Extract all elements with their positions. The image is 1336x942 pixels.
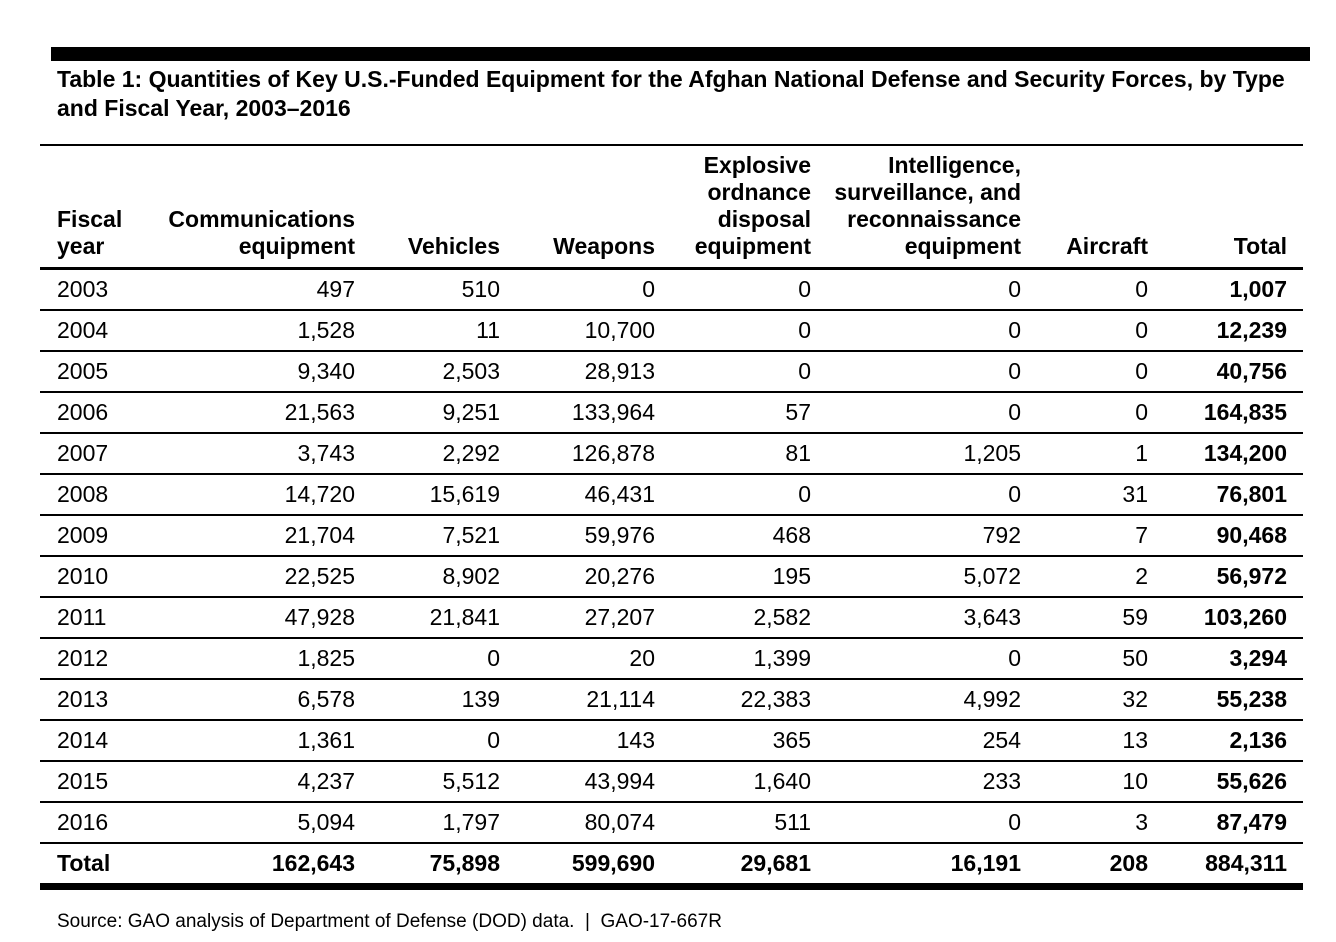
value-cell: 2 [1021, 556, 1148, 597]
value-cell: 1,205 [811, 433, 1021, 474]
fiscal-year-cell: 2008 [40, 474, 125, 515]
value-cell: 0 [811, 638, 1021, 679]
row-total-cell: 90,468 [1148, 515, 1303, 556]
table-body [40, 269, 1303, 844]
value-cell: 22,383 [655, 679, 811, 720]
row-total-cell: 2,136 [1148, 720, 1303, 761]
value-cell: 1,797 [355, 802, 500, 843]
value-cell: 27,207 [500, 597, 655, 638]
value-cell: 0 [811, 392, 1021, 433]
value-cell: 46,431 [500, 474, 655, 515]
table-row [40, 720, 1303, 761]
column-header-total: Total [1148, 145, 1303, 269]
row-total-cell: 164,835 [1148, 392, 1303, 433]
column-header-communications-equipment: Communications equipment [125, 145, 355, 269]
value-cell: 7,521 [355, 515, 500, 556]
value-cell: 1,640 [655, 761, 811, 802]
value-cell: 792 [811, 515, 1021, 556]
column-header-eod-equipment: Explosive ordnance disposal equipment [655, 145, 811, 269]
value-cell: 0 [811, 802, 1021, 843]
value-cell: 0 [1021, 269, 1148, 311]
table-row [40, 269, 1303, 311]
value-cell: 195 [655, 556, 811, 597]
fiscal-year-cell: 2016 [40, 802, 125, 843]
table-row [40, 515, 1303, 556]
row-total-cell: 55,626 [1148, 761, 1303, 802]
value-cell: 1,528 [125, 310, 355, 351]
value-cell: 0 [1021, 392, 1148, 433]
value-cell: 0 [655, 269, 811, 311]
value-cell: 22,525 [125, 556, 355, 597]
row-total-cell: 103,260 [1148, 597, 1303, 638]
value-cell: 143 [500, 720, 655, 761]
table-row [40, 638, 1303, 679]
value-cell: 5,072 [811, 556, 1021, 597]
column-header-weapons: Weapons [500, 145, 655, 269]
total-value-cell: 208 [1021, 843, 1148, 887]
value-cell: 13 [1021, 720, 1148, 761]
value-cell: 21,114 [500, 679, 655, 720]
value-cell: 0 [655, 474, 811, 515]
value-cell: 59,976 [500, 515, 655, 556]
value-cell: 139 [355, 679, 500, 720]
table-row [40, 310, 1303, 351]
value-cell: 10 [1021, 761, 1148, 802]
row-total-cell: 1,007 [1148, 269, 1303, 311]
column-header-fiscal-year: Fiscal year [40, 145, 125, 269]
row-total-cell: 40,756 [1148, 351, 1303, 392]
value-cell: 510 [355, 269, 500, 311]
table-row [40, 433, 1303, 474]
header-row [40, 145, 1303, 269]
value-cell: 126,878 [500, 433, 655, 474]
value-cell: 4,237 [125, 761, 355, 802]
value-cell: 0 [355, 720, 500, 761]
value-cell: 5,094 [125, 802, 355, 843]
fiscal-year-cell: 2009 [40, 515, 125, 556]
value-cell: 9,251 [355, 392, 500, 433]
column-header-aircraft: Aircraft [1021, 145, 1148, 269]
value-cell: 10,700 [500, 310, 655, 351]
value-cell: 21,563 [125, 392, 355, 433]
fiscal-year-cell: 2014 [40, 720, 125, 761]
fiscal-year-cell: 2003 [40, 269, 125, 311]
value-cell: 0 [811, 474, 1021, 515]
column-header-vehicles: Vehicles [355, 145, 500, 269]
source-caption: Source: GAO analysis of Department of Defense (DOD) data. | GAO-17-667R [57, 911, 722, 932]
value-cell: 2,292 [355, 433, 500, 474]
row-total-cell: 56,972 [1148, 556, 1303, 597]
row-total-cell: 55,238 [1148, 679, 1303, 720]
table-row [40, 351, 1303, 392]
table-row [40, 597, 1303, 638]
table-row [40, 679, 1303, 720]
value-cell: 0 [355, 638, 500, 679]
value-cell: 20,276 [500, 556, 655, 597]
value-cell: 133,964 [500, 392, 655, 433]
total-value-cell: 599,690 [500, 843, 655, 887]
value-cell: 20 [500, 638, 655, 679]
fiscal-year-cell: 2005 [40, 351, 125, 392]
table-row [40, 761, 1303, 802]
equipment-quantities-table [40, 144, 1303, 890]
value-cell: 6,578 [125, 679, 355, 720]
fiscal-year-cell: 2012 [40, 638, 125, 679]
table-header [40, 145, 1303, 269]
fiscal-year-cell: 2011 [40, 597, 125, 638]
fiscal-year-cell: 2006 [40, 392, 125, 433]
total-value-cell: 75,898 [355, 843, 500, 887]
total-row [40, 843, 1303, 887]
value-cell: 15,619 [355, 474, 500, 515]
value-cell: 9,340 [125, 351, 355, 392]
value-cell: 5,512 [355, 761, 500, 802]
value-cell: 1,361 [125, 720, 355, 761]
value-cell: 0 [655, 351, 811, 392]
value-cell: 2,503 [355, 351, 500, 392]
row-total-cell: 12,239 [1148, 310, 1303, 351]
value-cell: 3,643 [811, 597, 1021, 638]
title-divider-bar [51, 47, 1310, 61]
total-value-cell: 162,643 [125, 843, 355, 887]
value-cell: 4,992 [811, 679, 1021, 720]
value-cell: 0 [1021, 310, 1148, 351]
value-cell: 0 [811, 351, 1021, 392]
value-cell: 7 [1021, 515, 1148, 556]
fiscal-year-cell: 2015 [40, 761, 125, 802]
total-label-cell: Total [40, 843, 125, 887]
value-cell: 50 [1021, 638, 1148, 679]
table-row [40, 392, 1303, 433]
value-cell: 365 [655, 720, 811, 761]
value-cell: 31 [1021, 474, 1148, 515]
table-row [40, 474, 1303, 515]
value-cell: 81 [655, 433, 811, 474]
table-title: Table 1: Quantities of Key U.S.-Funded Equipment for the Afghan National Defense and Security Forces, by Type and Fiscal Year, 2003–2016 [57, 66, 1285, 121]
value-cell: 497 [125, 269, 355, 311]
table-row [40, 556, 1303, 597]
fiscal-year-cell: 2007 [40, 433, 125, 474]
value-cell: 0 [655, 310, 811, 351]
total-value-cell: 29,681 [655, 843, 811, 887]
fiscal-year-cell: 2010 [40, 556, 125, 597]
value-cell: 2,582 [655, 597, 811, 638]
value-cell: 0 [811, 269, 1021, 311]
fiscal-year-cell: 2004 [40, 310, 125, 351]
value-cell: 21,704 [125, 515, 355, 556]
value-cell: 1,399 [655, 638, 811, 679]
value-cell: 254 [811, 720, 1021, 761]
value-cell: 43,994 [500, 761, 655, 802]
value-cell: 57 [655, 392, 811, 433]
value-cell: 0 [1021, 351, 1148, 392]
value-cell: 28,913 [500, 351, 655, 392]
value-cell: 468 [655, 515, 811, 556]
value-cell: 32 [1021, 679, 1148, 720]
fiscal-year-cell: 2013 [40, 679, 125, 720]
total-value-cell: 884,311 [1148, 843, 1303, 887]
table-footer [40, 843, 1303, 887]
value-cell: 0 [500, 269, 655, 311]
row-total-cell: 87,479 [1148, 802, 1303, 843]
value-cell: 8,902 [355, 556, 500, 597]
value-cell: 59 [1021, 597, 1148, 638]
column-header-isr-equipment: Intelligence, surveillance, and reconnaissance equipment [811, 145, 1021, 269]
value-cell: 233 [811, 761, 1021, 802]
value-cell: 3 [1021, 802, 1148, 843]
table-row [40, 802, 1303, 843]
row-total-cell: 134,200 [1148, 433, 1303, 474]
value-cell: 11 [355, 310, 500, 351]
value-cell: 14,720 [125, 474, 355, 515]
total-value-cell: 16,191 [811, 843, 1021, 887]
value-cell: 1 [1021, 433, 1148, 474]
value-cell: 21,841 [355, 597, 500, 638]
row-total-cell: 76,801 [1148, 474, 1303, 515]
value-cell: 80,074 [500, 802, 655, 843]
value-cell: 0 [811, 310, 1021, 351]
row-total-cell: 3,294 [1148, 638, 1303, 679]
value-cell: 3,743 [125, 433, 355, 474]
value-cell: 511 [655, 802, 811, 843]
value-cell: 1,825 [125, 638, 355, 679]
value-cell: 47,928 [125, 597, 355, 638]
